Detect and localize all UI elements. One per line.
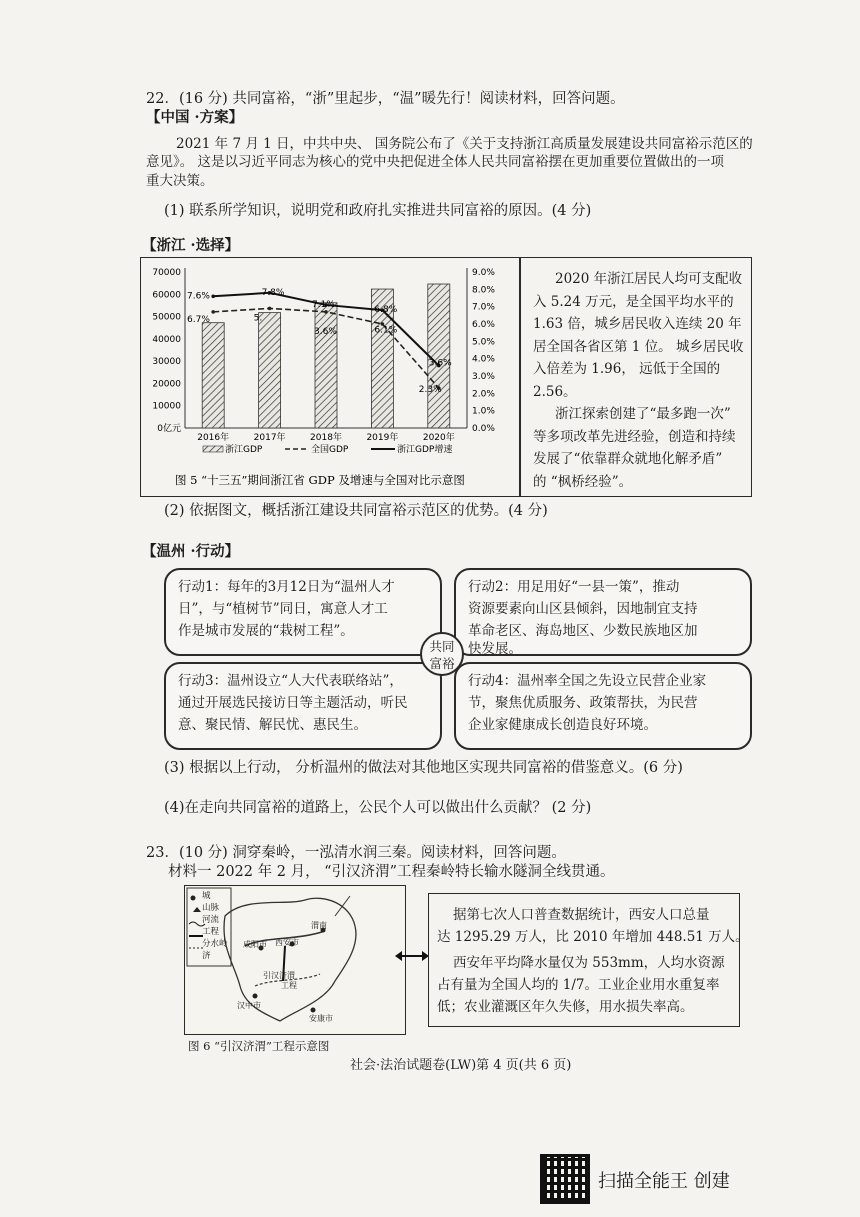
zhejiang-growth-point <box>211 294 215 298</box>
data-label: 5. <box>253 313 263 324</box>
gdp-bar <box>428 284 450 428</box>
zhejiang-text <box>533 268 743 493</box>
figure-5-box <box>140 257 752 497</box>
data-label: 6.1% <box>374 325 398 336</box>
double-arrow-icon <box>395 950 429 962</box>
qr-code-icon <box>540 1154 590 1204</box>
legend-item: 城 <box>202 891 211 901</box>
x-tick-label: 2020年 <box>422 433 455 443</box>
map-label-ankang: 安康市 <box>309 1014 333 1023</box>
y2-tick-label: 3.0% <box>472 372 495 382</box>
q22-para-line2: 意见》。 这是以习近平同志为核心的党中央把促进全体人民共同富裕摆在更加重要位置做出的一项 <box>146 154 725 170</box>
q22-sub1: (1) 联系所学知识，说明党和政府扎实推进共同富裕的原因。(4 分) <box>164 203 592 219</box>
q22-sub2: (2) 依据图文，概括浙江建设共同富裕示范区的优势。(4 分) <box>164 503 548 519</box>
action-line: 资源要素向山区县倾斜，因地制宜支持 <box>468 601 698 617</box>
zj-line: 2.56。 <box>533 383 577 400</box>
gdp-bar <box>259 313 281 428</box>
data-label: 6.8% <box>374 305 398 316</box>
zj-line: 等多项改革先进经验，创造和持续 <box>533 428 736 445</box>
q22-title: 22．(16 分) 共同富裕，“浙”里起步，“温”暖先行！阅读材料，回答问题。 <box>146 91 625 107</box>
y-tick-label: 50000 <box>152 312 181 323</box>
xian-data-box <box>428 893 749 1027</box>
legend-label: 全国GDP <box>311 445 349 455</box>
action-4-card <box>454 662 752 750</box>
action-line: 企业家健康成长创造良好环境。 <box>468 717 657 733</box>
action-line: 行动2：用足用好“一县一策”，推动 <box>468 579 680 595</box>
xian-line: 据第七次人口普查数据统计，西安人口总量 <box>453 907 710 923</box>
y2-tick-label: 2.0% <box>472 389 495 400</box>
xian-line: 占有量为全国人均的 1/7。工业企业用水重复率 <box>437 977 720 993</box>
action-line: 行动1：每年的3月12日为“温州人才 <box>178 579 395 595</box>
y-tick-label: 0亿元 <box>157 424 181 434</box>
action-line: 通过开展选民接访日等主题活动，听民 <box>178 695 408 711</box>
q23-material1: 材料一 2022 年 2 月， “引汉济渭”工程秦岭特长输水隧洞全线贯通。 <box>168 864 615 880</box>
legend-item: 济 <box>202 951 211 961</box>
q22-para-line3: 重大决策。 <box>146 173 214 189</box>
map-label-weinan: 渭南 <box>311 921 327 930</box>
x-tick-label: 2019年 <box>366 433 399 443</box>
national-growth-point <box>324 310 328 314</box>
xian-line: 低；农业灌溉区年久失修，用水损失率高。 <box>437 999 694 1015</box>
y2-tick-label: 7.0% <box>472 302 495 313</box>
action-line: 意、聚民情、解民忧、惠民生。 <box>178 717 367 733</box>
map-label-project: 引汉济渭 <box>263 971 295 980</box>
x-tick-label: 2017年 <box>253 433 286 443</box>
y-tick-label: 60000 <box>152 290 181 301</box>
zj-line: 浙江探索创建了“最多跑一次” <box>555 406 731 422</box>
data-label: 6.7% <box>187 314 210 325</box>
data-label: 7.8% <box>261 287 285 298</box>
gdp-bar <box>202 323 224 428</box>
y2-tick-label: 9.0% <box>472 268 495 278</box>
scanner-watermark: 扫描全能王 创建 <box>598 1171 730 1192</box>
zj-line: 2020 年浙江居民人均可支配收 <box>555 271 743 287</box>
action-1-card <box>164 568 442 656</box>
figure-divider <box>519 258 521 496</box>
x-tick-label: 2018年 <box>310 433 342 443</box>
zj-line: 居全国各省区第 1 位。 城乡居民收 <box>533 338 744 355</box>
section-zhejiang-label: 【浙江 ·选择】 <box>142 237 240 254</box>
y-tick-label: 10000 <box>152 401 181 412</box>
map-legend <box>202 890 228 962</box>
legend-item: 河流 <box>202 915 220 925</box>
zj-line: 入 5.24 万元，是全国平均水平的 <box>533 293 734 310</box>
action-line: 行动4：温州率全国之先设立民营企业家 <box>468 673 707 689</box>
y2-tick-label: 6.0% <box>472 320 495 330</box>
gdp-chart <box>141 258 519 496</box>
q22-para-line1: 2021 年 7 月 1 日，中共中央、 国务院公布了《关于支持浙江高质量发展建设共同富裕示范区的 <box>176 136 753 152</box>
map-label-xianyang: 咸阳市 <box>243 940 267 949</box>
action-line: 作是城市发展的“栽树工程”。 <box>178 623 354 639</box>
figure-6-caption: 图 6 “引汉济渭”工程示意图 <box>188 1039 330 1053</box>
action-line: 日”，与“植树节”同日，寓意人才工 <box>178 601 388 617</box>
legend-label: 浙江GDP <box>225 445 263 455</box>
section-wenzhou-label: 【温州 ·行动】 <box>142 543 240 560</box>
y-tick-label: 20000 <box>152 379 181 390</box>
common-prosperity-circle <box>420 632 464 676</box>
data-label: 2.3% <box>418 385 442 396</box>
y2-tick-label: 4.0% <box>472 354 495 365</box>
y-tick-label: 30000 <box>152 357 181 368</box>
zj-line: 发展了“依靠群众就地化解矛盾” <box>533 451 723 467</box>
y2-tick-label: 1.0% <box>472 406 495 417</box>
page-footer: 社会·法治试题卷(LW)第 4 页(共 6 页) <box>350 1058 572 1073</box>
legend-item: 工程 <box>202 927 220 937</box>
data-label: 7.6% <box>187 291 210 302</box>
center-label-line1: 共同 <box>429 639 455 654</box>
xian-line: 达 1295.29 万人，比 2010 年增加 448.51 万人。 <box>437 929 749 945</box>
action-line: 快发展。 <box>468 641 522 657</box>
data-label: 3.6% <box>428 358 452 369</box>
section-china-label: 【中国 ·方案】 <box>146 109 244 126</box>
national-growth-point <box>268 307 272 311</box>
q23-title: 23．(10 分) 洞穿秦岭，一泓清水润三秦。阅读材料，回答问题。 <box>146 845 566 861</box>
map-label-project-2: 工程 <box>281 981 297 990</box>
x-tick-label: 2016年 <box>197 433 230 443</box>
xian-line: 西安年平均降水量仅为 553mm，人均水资源 <box>453 955 725 971</box>
figure-6-map <box>184 885 406 1035</box>
y-tick-label: 40000 <box>152 334 181 345</box>
y2-tick-label: 5.0% <box>472 337 495 348</box>
legend-swatch-bar <box>203 446 223 452</box>
center-label-line2: 富裕 <box>429 656 455 671</box>
q22-sub4: (4)在走向共同富裕的道路上，公民个人可以做出什么贡献？ (2 分) <box>164 800 592 816</box>
q22-sub3: (3) 根据以上行动， 分析温州的做法对其他地区实现共同富裕的借鉴意义。(6 分) <box>164 760 683 776</box>
action-line: 行动3：温州设立“人大代表联络站”， <box>178 673 403 689</box>
action-3-card <box>164 662 442 750</box>
gdp-bar <box>315 303 337 428</box>
zj-line: 的 “枫桥经验”。 <box>533 473 633 490</box>
legend-item: 分水岭 <box>202 939 228 949</box>
figure-5-caption: 图 5 “十三五”期间浙江省 GDP 及增速与全国对比示意图 <box>175 473 465 487</box>
data-label: 3.6% <box>314 327 337 337</box>
national-growth-point <box>211 310 215 314</box>
y2-tick-label: 0.0% <box>472 424 495 434</box>
action-2-card <box>454 568 752 656</box>
action-line: 节，聚焦优质服务、政策帮扶，为民营 <box>468 695 698 711</box>
map-label-hanzhong: 汉中市 <box>237 1001 261 1010</box>
zj-line: 1.63 倍，城乡居民收入连续 20 年 <box>533 316 742 332</box>
legend-label: 浙江GDP增速 <box>397 445 453 455</box>
wenzhou-actions-diagram <box>164 568 752 750</box>
map-label-xian: 西安市 <box>275 938 299 947</box>
y2-tick-label: 8.0% <box>472 285 495 296</box>
legend-item: 山脉 <box>202 903 220 913</box>
action-line: 革命老区、海岛地区、少数民族地区加 <box>468 623 698 639</box>
zj-line: 入倍差为 1.96， 远低于全国的 <box>533 361 721 377</box>
data-label: 7.1% <box>312 299 335 310</box>
y-tick-label: 70000 <box>152 268 181 278</box>
